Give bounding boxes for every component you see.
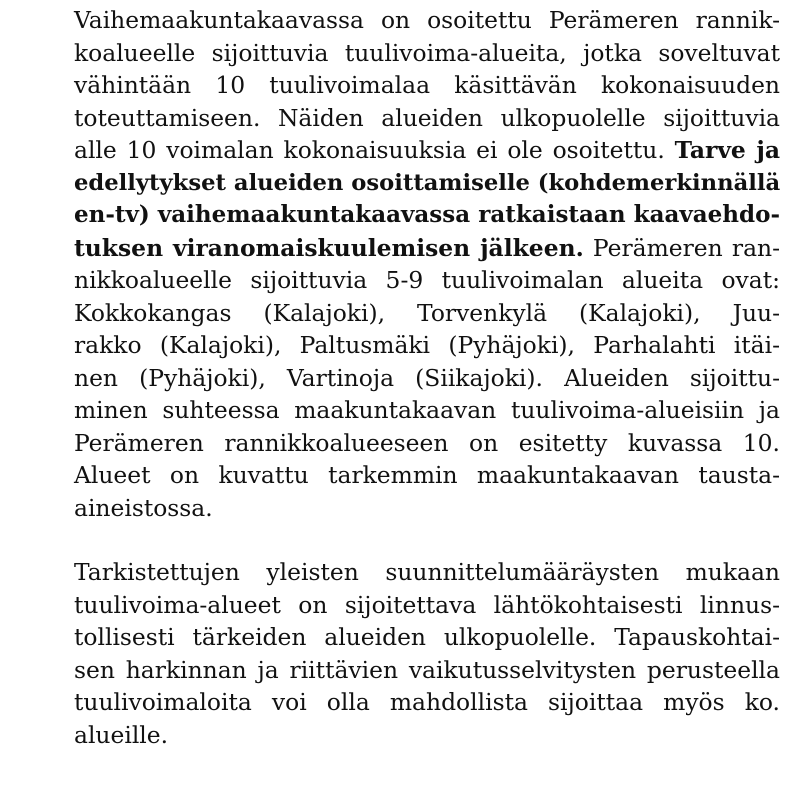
paragraph-gap (74, 524, 780, 556)
text-run: tollisesti tärkeiden alueiden ulkopuolelle. Tapauskohtai- (74, 623, 780, 651)
text-line (74, 362, 780, 395)
text-run: alle 10 voimalan kokonaisuuksia ei ole osoitettu. (74, 136, 675, 164)
text-run: minen suhteessa maakuntakaavan tuulivoima-alueisiin ja (74, 396, 780, 424)
text-line (74, 329, 780, 362)
bold-text-run: Tarve ja (674, 136, 780, 164)
text-line (74, 686, 780, 719)
text-run: tuulivoima-alueet on sijoitettava lähtökohtaisesti linnus- (74, 590, 780, 619)
text-run: Alueet on kuvattu tarkemmin maakuntakaavan tausta- (74, 461, 780, 489)
text-run: Tarkistettujen yleisten suunnittelumääräysten mukaan (74, 558, 780, 586)
text-line (74, 719, 780, 752)
text-line (74, 394, 780, 427)
text-line (74, 459, 780, 492)
text-line (74, 134, 780, 167)
text-run: Vaihemaakuntakaavassa on osoitettu Perämeren rannik- (74, 6, 780, 34)
text-run: tuulivoimaloita voi olla mahdollista sijoittaa myös ko. (74, 688, 780, 716)
text-line (74, 102, 780, 135)
text-line (74, 69, 780, 102)
paragraph-2 (74, 556, 780, 751)
text-run: toteuttamiseen. Näiden alueiden ulkopuolelle sijoittuvia (74, 103, 780, 132)
text-run: vähintään 10 tuulivoimalaa käsittävän kokonaisuuden (74, 71, 780, 99)
text-run: Kokkokangas (Kalajoki), Torvenkylä (Kalajoki), Juu- (74, 298, 780, 327)
text-line (74, 4, 780, 37)
bold-text-run: en-tv) vaihemaakuntakaavassa ratkaistaan kaavaehdo- (74, 201, 780, 228)
text-line (74, 232, 780, 265)
text-line (74, 427, 780, 460)
text-run: koalueelle sijoittuvia tuulivoima-alueita, jotka soveltuvat (74, 38, 780, 67)
paragraph-1 (74, 4, 780, 524)
text-run: sen harkinnan ja riittävien vaikutusselvitysten perusteella (74, 655, 780, 684)
text-run: nen (Pyhäjoki), Vartinoja (Siikajoki). Alueiden sijoittu- (74, 363, 780, 392)
text-line (74, 654, 780, 687)
text-line (74, 621, 780, 654)
text-run: nikkoalueelle sijoittuvia 5-9 tuulivoimalan alueita ovat: (74, 266, 780, 294)
text-line (74, 167, 780, 200)
text-run: Perämeren rannikkoalueeseen on esitetty kuvassa 10. (74, 428, 780, 457)
bold-text-run: edellytykset alueiden osoittamiselle (kohdemerkinnällä (74, 169, 781, 196)
bold-text-run: tuksen viranomaiskuulemisen jälkeen. (74, 233, 584, 262)
text-run: alueille. (74, 720, 169, 749)
text-line (74, 492, 780, 525)
text-run: aineistossa. (74, 493, 213, 522)
text-run: rakko (Kalajoki), Paltusmäki (Pyhäjoki), Parhalahti itäi- (74, 331, 780, 359)
text-line (74, 589, 780, 622)
text-line (74, 556, 780, 589)
document-body (74, 4, 780, 751)
text-line (74, 297, 780, 330)
text-run: Perämeren ran- (583, 233, 780, 262)
text-line (74, 37, 780, 70)
text-line (74, 264, 780, 297)
text-line (74, 199, 780, 232)
